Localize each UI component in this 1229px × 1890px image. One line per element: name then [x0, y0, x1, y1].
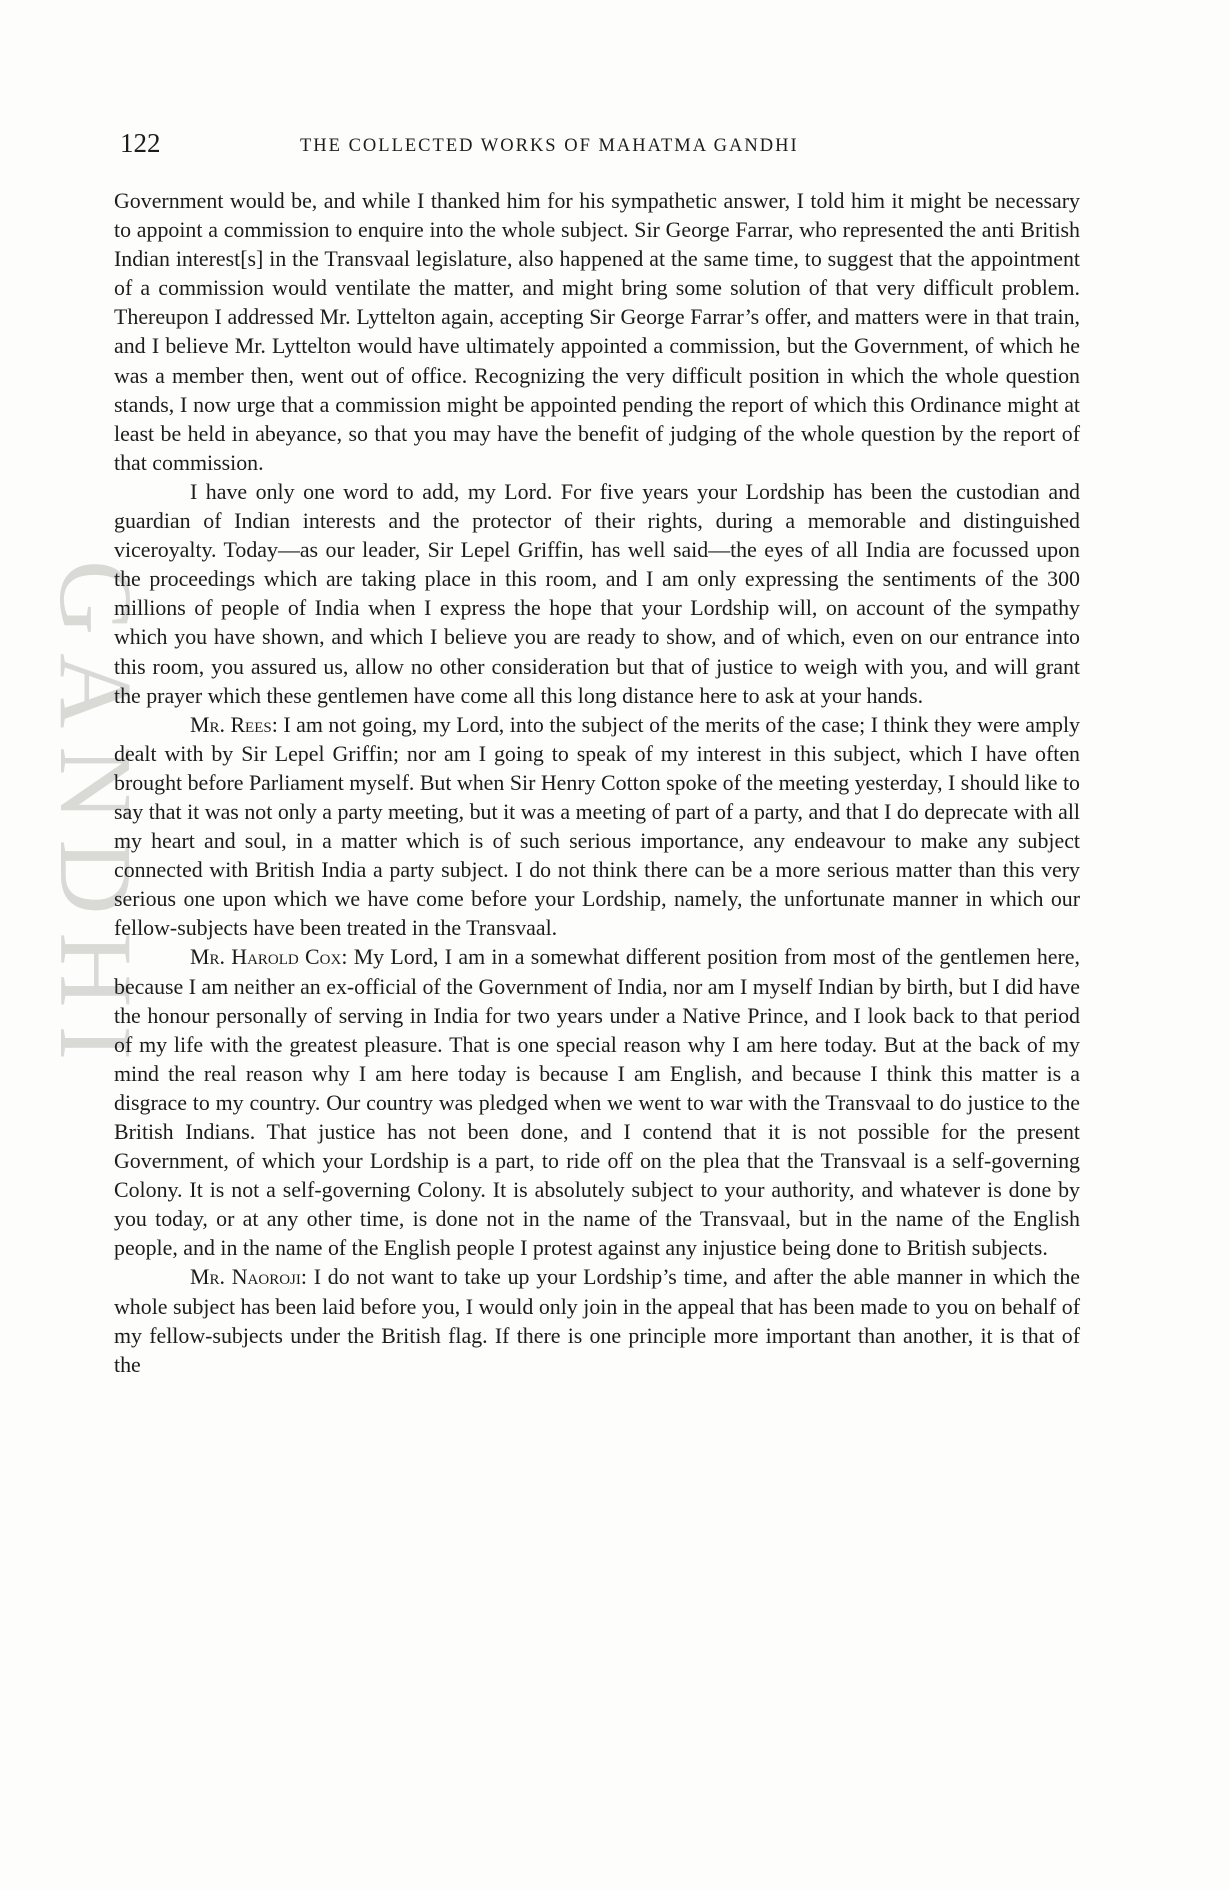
speaker-name: Mr. Naoroji [190, 1264, 301, 1290]
paragraph-text: Government would be, and while I thanked him for his sympathetic answer, I told him it might be necessary to appoint a commission to enquire into the whole subject. Sir George Farrar, who represented the anti British Indian interest[s] in the Transvaal legislature, also happened at the same time, to suggest that the appointment of a commission would ventilate the matter, and might bring some solution of that very difficult problem. Thereupon I addressed Mr. Lyttelton again, accepting Sir George Farrar’s offer, and matters were in that train, and I believe Mr. Lyttelton would have ultimately appointed a commission, but the Government, of which he was a member then, went out of office. Recognizing the very difficult position in which the whole question stands, I now urge that a commission might be appointed pending the report of which this Ordinance might at least be held in abeyance, so that you may have the benefit of judging of the whole question by the report of that commission. [114, 188, 1080, 475]
paragraph [114, 1262, 1080, 1378]
paragraph [114, 710, 1080, 943]
paragraph [114, 942, 1080, 1262]
speaker-name: Mr. Rees [190, 711, 272, 737]
paragraph-text: : I do not want to take up your Lordship’s time, and after the able manner in which the whole subject has been laid before you, I would only join in the appeal that has been made to you on behalf of my fellow-subjects under the British flag. If there is one principle more important than another, it is that of the [114, 1264, 1080, 1377]
body-text [114, 186, 1080, 1379]
paragraph-text: : My Lord, I am in a somewhat different position from most of the gentlemen here, because I am neither an ex-official of the Government of India, nor am I myself Indian by birth, but I did have the honour personally of serving in India for two years under a Native Prince, and I look back to that period of my life with the greatest pleasure. That is one special reason why I am here today. But at the back of my mind the real reason why I am here today is because I am English, and because I think this matter is a disgrace to my country. Our country was pledged when we went to war with the Transvaal to do justice to the British Indians. That justice has not been done, and I contend that it is not possible for the present Government, of which your Lordship is a part, to ride off on the plea that the Transvaal is a self-governing Colony. It is not a self-governing Colony. It is absolutely subject to your authority, and whatever is done by you today, or at any other time, is done not in the name of the Transvaal, but in the name of the English people, and in the name of the English people I protest against any injustice being done to British subjects. [114, 944, 1080, 1261]
page-number: 122 [120, 128, 161, 158]
paragraph-text: : I am not going, my Lord, into the subject of the merits of the case; I think they were amply dealt with by Sir Lepel Griffin; nor am I going to speak of my interest in this subject, which I have often brought before Parliament myself. But when Sir Henry Cotton spoke of the meeting yesterday, I should like to say that it was not only a party meeting, but it was a meeting of part of a party, and that I do deprecate with all my heart and soul, in a matter which is of such serious importance, any endeavour to make any subject connected with British India a party subject. I do not think there can be a more serious matter than this very serious one upon which we have come before your Lordship, namely, the unfortunate manner in which our fellow-subjects have been treated in the Transvaal. [114, 711, 1080, 941]
page-header [120, 128, 1080, 168]
paragraph [114, 186, 1080, 477]
speaker-name: Mr. Harold Cox [190, 944, 342, 970]
watermark-text: GANDHI [38, 560, 153, 1079]
paragraph-text: I have only one word to add, my Lord. For five years your Lordship has been the custodian and guardian of Indian interests and the protector of their rights, during a memorable and distinguished viceroyalty. Today—as our leader, Sir Lepel Griffin, has well said—the eyes of all India are focussed upon the proceedings which are taking place in this room, and I am only expressing the sentiments of the 300 millions of people of India when I express the hope that your Lordship will, on account of the sympathy which you have shown, and which I believe you are ready to show, and of which, even on our entrance into this room, you assured us, allow no other consideration but that of justice to weigh with you, and will grant the prayer which these gentlemen have come all this long distance here to ask at your hands. [114, 478, 1080, 708]
paragraph [114, 477, 1080, 710]
running-head: THE COLLECTED WORKS OF MAHATMA GANDHI [300, 136, 799, 156]
